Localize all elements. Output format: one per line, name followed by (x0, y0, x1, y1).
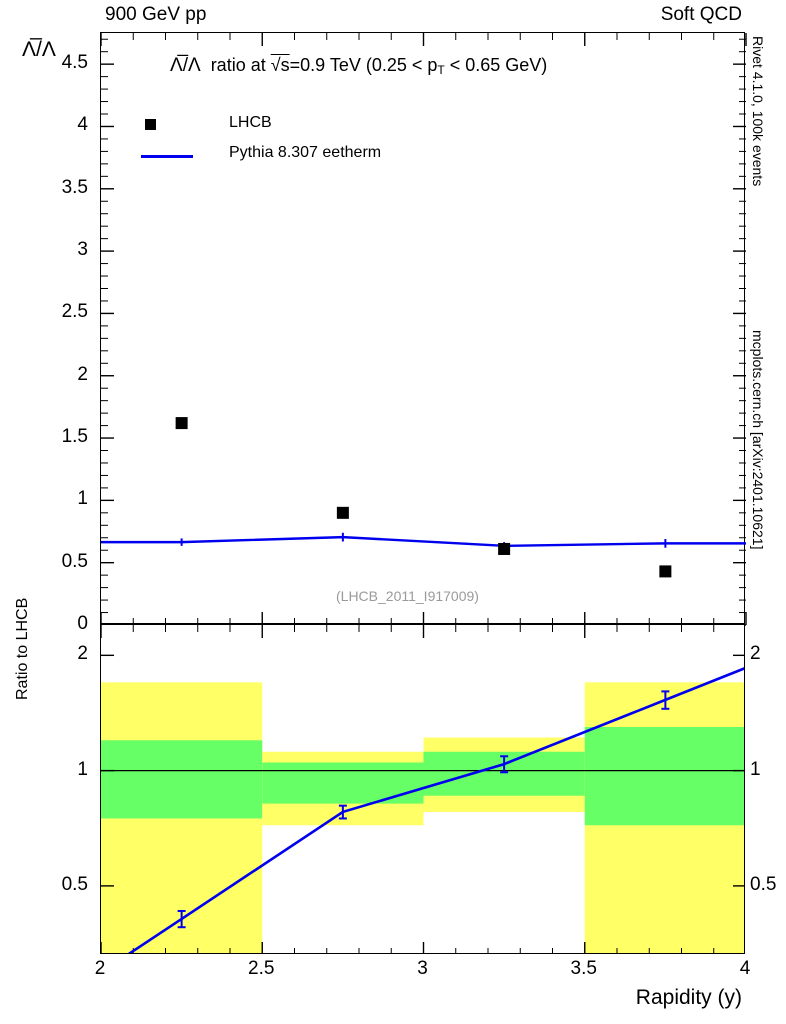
uncertainty-band-green (585, 727, 745, 825)
side-text-mcplots: mcplots.cern.ch [arXiv:2401.10621] (750, 330, 766, 550)
y-tick-label: 3.5 (61, 176, 88, 198)
y-tick-label: 4.5 (61, 52, 88, 74)
plot-title: Λ̅/Λ ratio at √s=0.9 TeV (0.25 < pT < 0.65 GeV) (170, 55, 548, 77)
header-left-label: 900 GeV pp (105, 4, 207, 25)
y-tick-label: 4 (77, 114, 88, 136)
header-right-label: Soft QCD (660, 4, 742, 25)
uncertainty-band-green (262, 762, 423, 803)
data-marker (659, 565, 671, 577)
x-tick-label: 2.5 (248, 958, 275, 979)
y-tick-label: 2.5 (61, 301, 88, 323)
data-marker (337, 507, 349, 519)
legend-label-lhcb: LHCB (229, 114, 272, 131)
y-tick-label: 3 (77, 239, 88, 261)
y-tick-label: 2 (77, 363, 88, 385)
x-tick-label: 3 (417, 958, 428, 979)
dataset-watermark: (LHCB_2011_I917009) (336, 588, 479, 604)
y-tick-label: 0.5 (61, 550, 88, 572)
y-tick-label: 1.5 (61, 426, 88, 448)
ratio-y-tick-label: 1 (77, 758, 88, 780)
data-marker (498, 543, 510, 555)
ratio-y-tick-label-right: 0.5 (750, 873, 777, 895)
ratio-y-tick-label: 2 (77, 643, 88, 665)
y-tick-label: 1 (77, 488, 88, 510)
ratio-y-tick-label-right: 2 (750, 643, 761, 665)
legend-label-pythia: Pythia 8.307 eetherm (229, 144, 382, 161)
side-text-rivet: Rivet 4.1.0, 100k events (750, 36, 766, 187)
ratio-plot-panel (100, 624, 745, 954)
ratio-plot-svg (101, 625, 745, 954)
main-plot-panel (100, 32, 745, 624)
y-tick-label: 0 (77, 613, 88, 634)
y-axis-title: Λ̅/Λ (22, 38, 56, 61)
x-tick-label: 3.5 (570, 958, 597, 979)
legend-line-icon (141, 155, 193, 158)
ratio-y-tick-label-right: 1 (750, 758, 761, 780)
x-tick-label: 2 (94, 958, 106, 979)
uncertainty-band-green (101, 740, 262, 818)
x-tick-label: 4 (739, 958, 751, 979)
mc-line (101, 537, 746, 546)
data-marker (176, 417, 188, 429)
ratio-y-axis-title: Ratio to LHCB (14, 597, 31, 700)
x-axis-title: Rapidity (y) (635, 986, 742, 1009)
ratio-y-tick-label: 0.5 (61, 873, 88, 895)
legend-marker-icon (145, 119, 156, 130)
main-plot-svg (101, 33, 746, 625)
